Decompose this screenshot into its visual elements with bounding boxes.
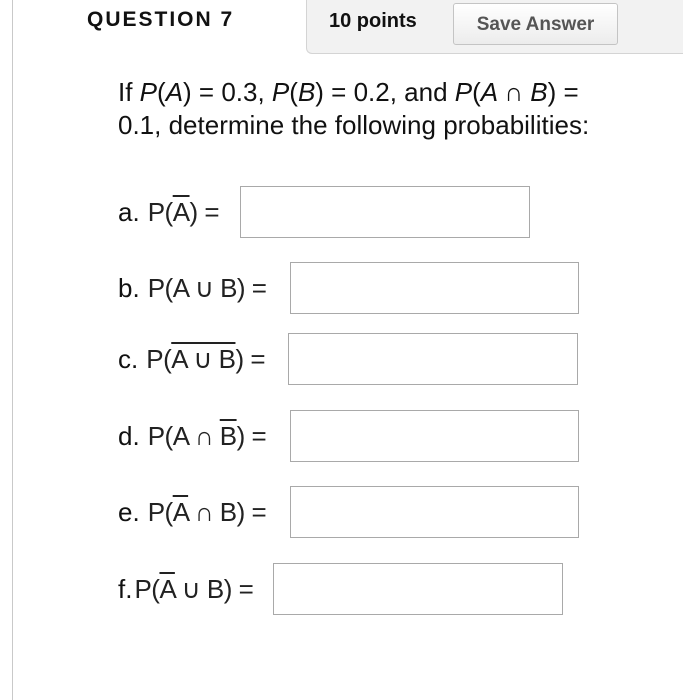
part-expression [148,421,266,452]
expr-complement: A ∪ B [171,343,236,374]
expr-complement: $\overline{A}$ [172,196,190,227]
points-label: 10 points [329,10,417,32]
part-e [118,486,266,538]
stem-text: A ∩ B [480,77,548,107]
part-letter: d. [118,420,140,451]
expr-text: ∪ B) = [174,573,254,604]
question-title: QUESTION 7 [87,8,235,31]
part-expression [134,574,253,605]
part-a [118,186,219,238]
expr-text: ∩ B) = [188,496,267,527]
stem-text: ) = 0.1, determine the following probabilities: [118,77,590,140]
answer-input-a[interactable] [240,186,530,238]
expr-text: ) = [189,196,220,227]
expr-text: P( [146,343,172,374]
stem-text: If [118,77,140,107]
part-expression [146,344,265,375]
answer-input-d[interactable] [290,410,579,462]
question-stem: If P(A) = 0.3, P(B) = 0.2, and P(A ∩ B) = 0.1, determine the following probabilities: [118,77,590,140]
expr-text: P( [147,196,173,227]
stem-text: ) = 0.3, [183,77,272,107]
part-letter: b. [118,272,140,303]
expr-text: P( [147,496,173,527]
expr-complement: $\overline{A}$ [159,573,175,604]
expr-text: ) = [235,343,266,374]
stem-text: P [139,77,158,107]
part-c [118,333,265,385]
stem-text: ) = 0.2, and [315,77,455,107]
expr-text: ) = [236,420,267,451]
expr-complement: $\overline{A}$ [172,496,189,527]
part-f [118,563,253,615]
question-header-panel [306,0,683,54]
save-answer-button[interactable]: Save Answer [453,3,618,45]
part-b [118,262,266,314]
part-letter: f. [118,573,133,604]
expr-complement: $\overline{B}$ [219,420,237,451]
part-d [118,410,266,462]
stem-text: P [454,77,473,107]
stem-text: A [165,77,184,107]
part-letter: c. [118,343,139,374]
part-letter: e. [118,496,140,527]
part-expression [148,497,266,528]
part-letter: a. [118,196,140,227]
part-expression [148,197,219,228]
answer-input-e[interactable] [290,486,579,538]
answer-input-c[interactable] [288,333,578,385]
expr-text: P( [134,573,160,604]
left-border [12,0,13,700]
answer-input-b[interactable] [290,262,579,314]
expr-text: P(A ∩ [147,420,220,451]
answer-input-f[interactable] [273,563,563,615]
stem-text: P [271,77,290,107]
part-expression: P(A ∪ B) = [147,272,267,303]
stem-text: B [297,77,316,107]
